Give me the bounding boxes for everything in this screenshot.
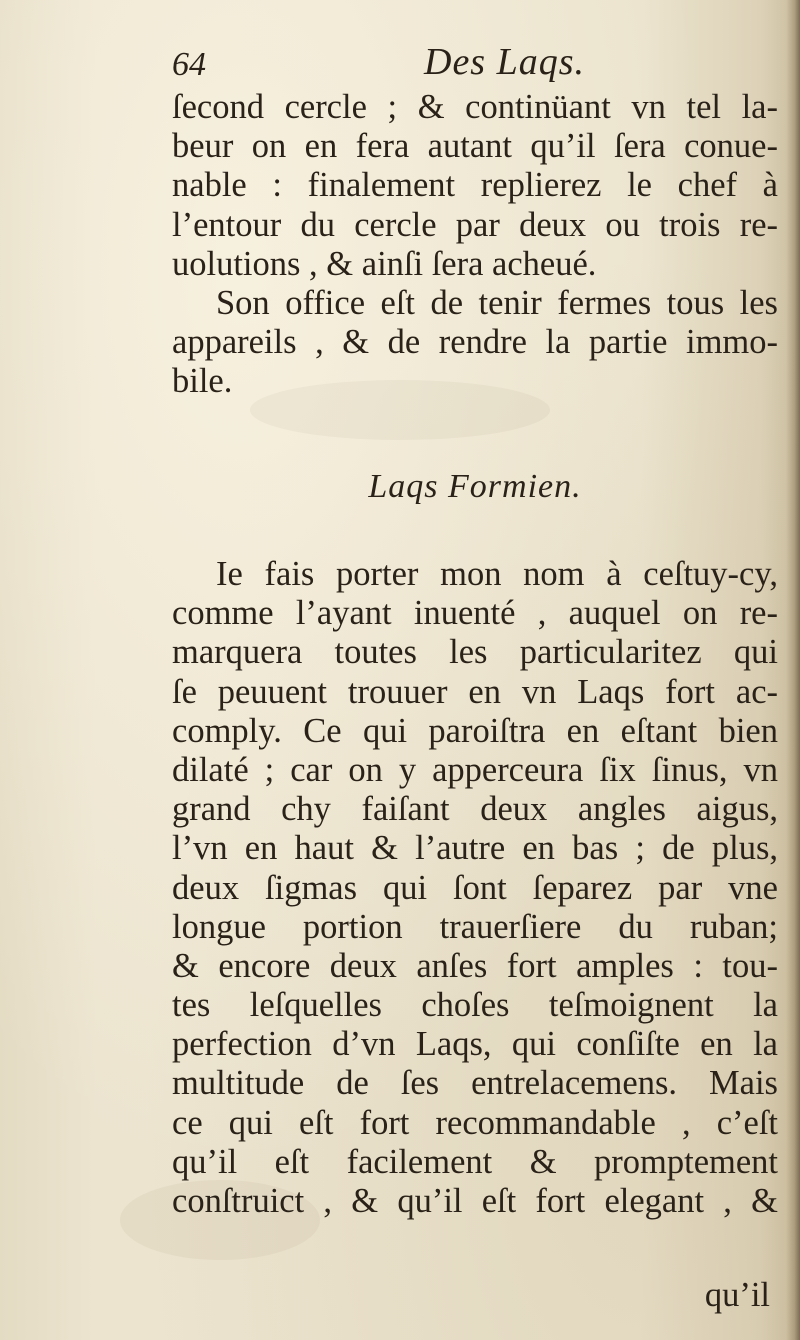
text-line: tes leſquelles choſes teſmoignent la xyxy=(172,986,778,1025)
text-line: marquera toutes les particularitez qui xyxy=(172,633,778,672)
paragraph-block-1 xyxy=(172,88,778,402)
text-line: uolutions , & ainſi ſera acheué. xyxy=(172,244,597,283)
text-line: & encore deux anſes fort amples : tou- xyxy=(172,946,778,985)
text-line: Son office eſt de tenir fermes tous les xyxy=(216,283,778,322)
running-head: Des Laqs. xyxy=(424,41,586,83)
text-line: comme l’ayant inuenté , auquel on re- xyxy=(172,594,778,633)
text-line: l’vn en haut & l’autre en bas ; de plus, xyxy=(172,829,778,868)
text-line: ſecond cercle ; & continüant vn tel la- xyxy=(172,88,778,126)
text-line: grand chy faiſant deux angles aigus, xyxy=(172,790,778,829)
text-line: comply. Ce qui paroiſtra en eſtant bien xyxy=(172,711,778,750)
text-line: ſe peuuent trouuer en vn Laqs fort ac- xyxy=(172,672,778,711)
text-line: beur on en fera autant qu’il ſera conue- xyxy=(172,127,778,166)
text-line: qu’il eſt facilement & promptement xyxy=(172,1142,778,1181)
page-header xyxy=(172,40,782,90)
section-title: Laqs Formien. xyxy=(368,468,582,505)
page-edge-shadow xyxy=(786,0,800,1340)
catchword: qu’il xyxy=(704,1276,770,1314)
text-line: conſtruict , & qu’il eſt fort elegant , & xyxy=(172,1182,778,1220)
text-line: l’entour du cercle par deux ou trois re- xyxy=(172,205,778,244)
text-line: perfection d’vn Laqs, qui conſiſte en la xyxy=(172,1025,778,1064)
text-line: ce qui eſt fort recommandable , c’eſt xyxy=(172,1103,778,1142)
page-number: 64 xyxy=(172,46,206,83)
text-line: nable : finalement replierez le chef à xyxy=(172,166,778,205)
text-line: appareils , & de rendre la partie immo- xyxy=(172,323,778,362)
text-line: dilaté ; car on y apperceura ſix ſinus, vn xyxy=(172,750,778,789)
text-line: longue portion trauerſiere du ruban; xyxy=(172,907,778,946)
text-line: deux ſigmas qui ſont ſeparez par vne xyxy=(172,868,778,907)
text-line: multitude de ſes entrelacemens. Mais xyxy=(172,1064,778,1103)
paragraph-block-2 xyxy=(172,555,778,1221)
text-line: bile. xyxy=(172,362,233,401)
text-line: Ie fais porter mon nom à ceſtuy-cy, xyxy=(216,555,778,593)
